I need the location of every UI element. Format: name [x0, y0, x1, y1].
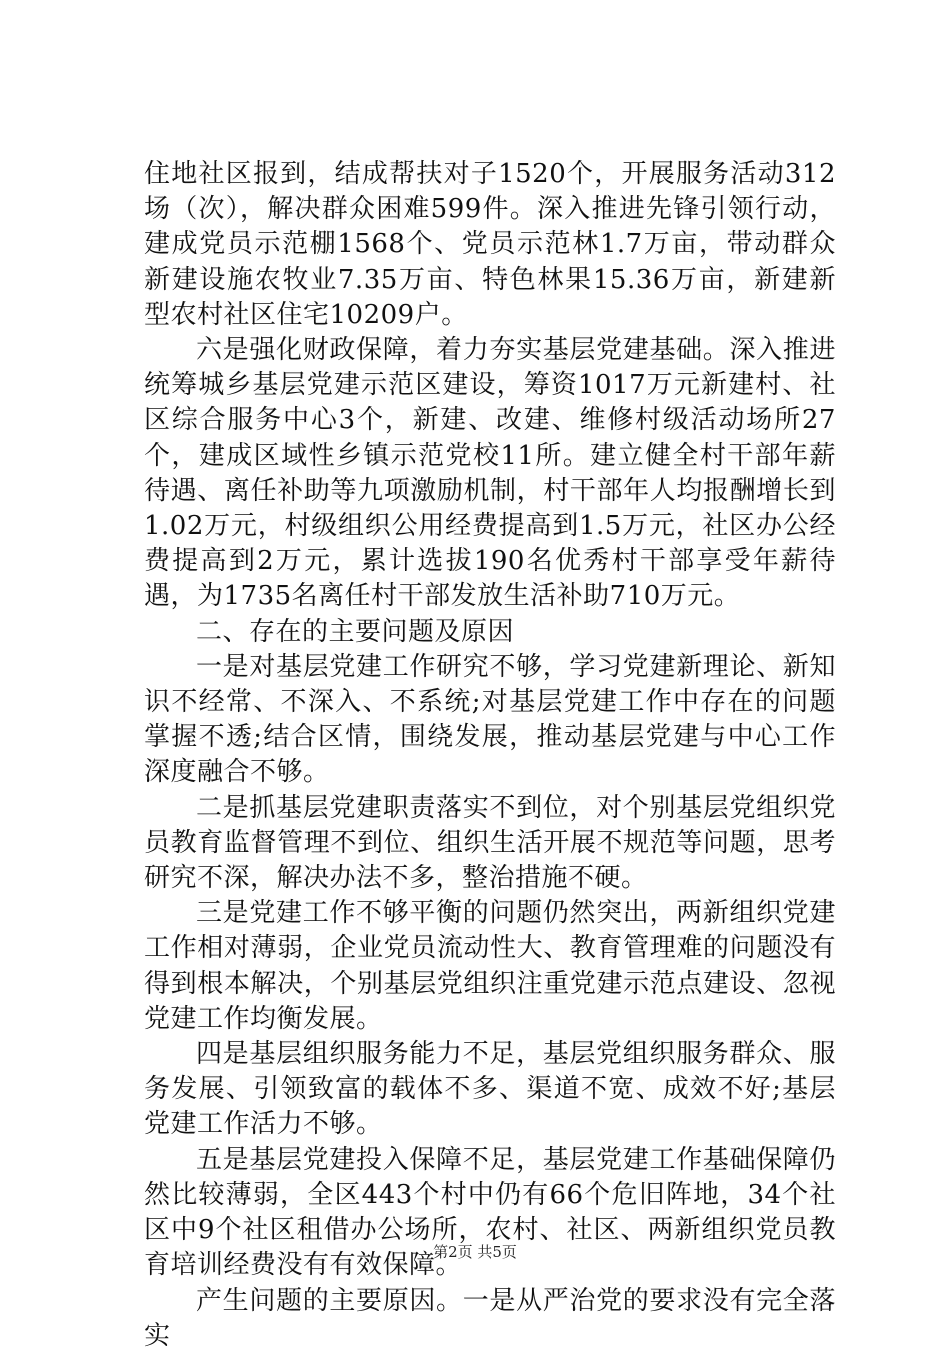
text-line: 作活力不够。 — [223, 1109, 383, 1140]
text-line: 筹城乡基层党建示范区建设，筹资1017万元新建村、社区综合 — [144, 370, 836, 436]
paragraph-9 — [144, 1284, 836, 1354]
text-line: 教育监督管理不到位、组织生活开展不规范等问题，思考研究 — [144, 827, 836, 894]
paragraph-6 — [144, 896, 836, 1037]
text-line: 根本解决，个别基层党组织注重党建示范点建设、忽视党建工 — [144, 968, 836, 1034]
paragraph-7 — [144, 1037, 836, 1143]
text-line: 宅10209户。 — [303, 299, 468, 330]
section-heading — [144, 615, 836, 650]
text-line: 六是强化财政保障，着力夯实基层党建基础。深入推进统 — [144, 335, 836, 401]
text-line: 四是基层组织服务能力不足，基层党组织服务群众、服务 — [144, 1039, 836, 1105]
text-line: 织公用经费提高到1.5万元，社区办公经费提高到2万元，累 — [144, 511, 836, 577]
document-body — [144, 157, 836, 1354]
text-line: 发展、引领致富的载体不多、渠道不宽、成效不好;基层党建工 — [144, 1074, 836, 1140]
paragraph-2 — [144, 333, 836, 615]
paragraph-1 — [144, 157, 836, 333]
text-line: 作均衡发展。 — [223, 1003, 383, 1034]
text-line: 不经常、不深入、不系统;对基层党建工作中存在的问题掌握不 — [144, 687, 836, 753]
text-line: 等九项激励机制，村干部年人均报酬增长到1.02万元，村级组 — [144, 475, 836, 542]
text-line: 二、存在的主要问题及原因 — [196, 616, 515, 647]
paragraph-5 — [144, 791, 836, 897]
text-line: 费没有有效保障。 — [250, 1250, 463, 1281]
text-line: 五是基层党建投入保障不足，基层党建工作基础保障仍然 — [144, 1144, 836, 1210]
text-line: （次），解决群众困难599件。深入推进先锋引领行动，建成 — [144, 194, 836, 260]
text-line: 住地社区报到，结成帮扶对子1520个，开展服务活动312场 — [144, 159, 836, 225]
text-line: 产生问题的主要原因。一是从严治党的要求没有完全落实 — [144, 1285, 836, 1351]
text-line: 够。 — [276, 757, 330, 788]
text-line: 发放生活补助710万元。 — [450, 581, 741, 612]
text-line: 计选拔190名优秀村干部享受年薪待遇，为1735名离任村干部 — [144, 546, 836, 612]
page-number-footer: 第2页 共5页 — [433, 1243, 517, 1261]
text-line: 二是抓基层党建职责落实不到位，对个别基层党组织党员 — [144, 792, 836, 858]
paragraph-4 — [144, 650, 836, 791]
text-line: 作相对薄弱，企业党员流动性大、教育管理难的问题没有得到 — [144, 933, 836, 999]
text-line: 比较薄弱，全区443个村中仍有66个危旧阵地，34个社区中9 — [144, 1179, 836, 1246]
paragraph-8 — [144, 1143, 836, 1284]
text-line: 域性乡镇示范党校11所。建立健全村干部年薪待遇、离任补助 — [144, 440, 836, 506]
text-line: 三是党建工作不够平衡的问题仍然突出，两新组织党建工 — [144, 898, 836, 964]
text-line: 个社区租借办公场所，农村、社区、两新组织党员教育培训经 — [144, 1215, 836, 1281]
text-line: 透;结合区情，围绕发展，推动基层党建与中心工作深度融合不 — [144, 722, 836, 788]
text-line: 服务中心3个，新建、改建、维修村级活动场所27个，建成区 — [144, 405, 836, 471]
text-line: 一是对基层党建工作研究不够，学习党建新理论、新知识 — [144, 651, 836, 718]
text-line: 党员示范棚1568个、党员示范林1.7万亩，带动群众新建设施 — [144, 229, 836, 295]
text-line: 农牧业7.35万亩、特色林果15.36万亩，新建新型农村社区住 — [144, 264, 836, 330]
text-line: 不深，解决办法不多，整治措施不硬。 — [197, 863, 648, 894]
